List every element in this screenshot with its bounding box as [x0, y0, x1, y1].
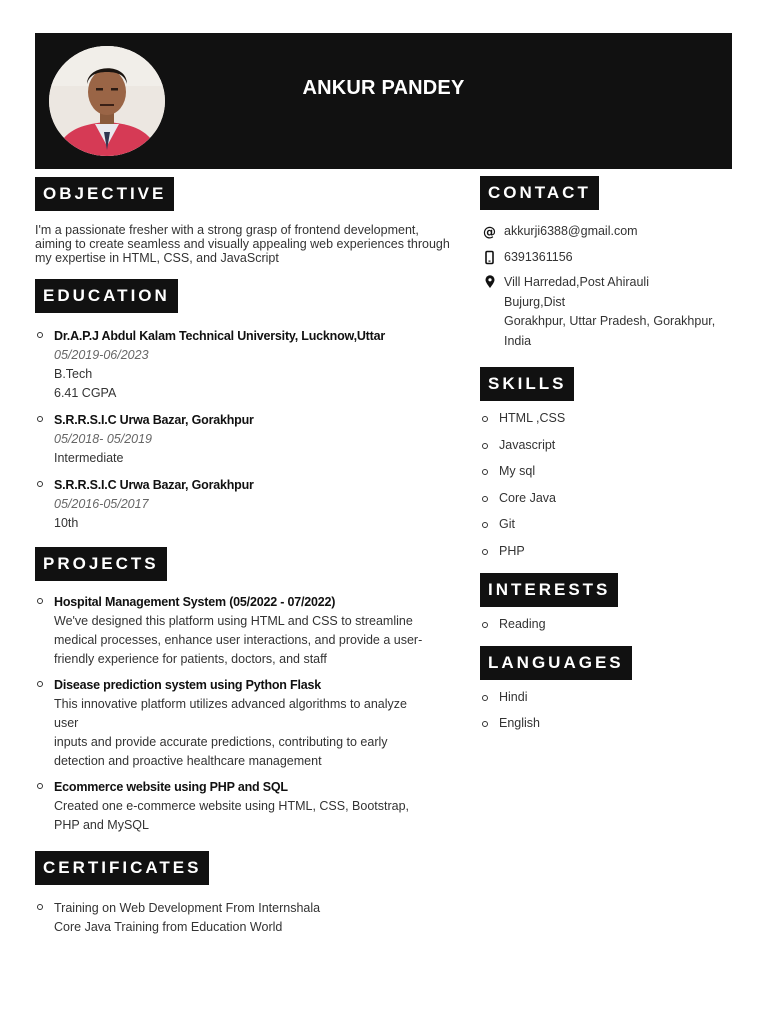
contact-phone: [480, 248, 740, 268]
skills-heading: SKILLS: [480, 367, 574, 401]
education-dates: 05/2019-06/2023: [54, 348, 149, 362]
skill-item: PHP: [480, 538, 740, 565]
languages-list: [480, 684, 740, 737]
certificate-line: Training on Web Development From Internshala: [54, 901, 321, 915]
interests-heading: INTERESTS: [480, 573, 618, 607]
education-item: [35, 327, 455, 403]
project-desc-line: PHP and MySQL: [54, 818, 149, 832]
interest-item: Reading: [480, 611, 740, 638]
project-desc-line: Created one e-commerce website using HTML, CSS, Bootstrap,: [54, 799, 410, 813]
education-institution: S.R.R.S.I.C Urwa Bazar, Gorakhpur: [54, 413, 254, 427]
certificate-line: Core Java Training from Education World: [54, 920, 283, 934]
education-item: [35, 476, 455, 533]
skill-item: Core Java: [480, 485, 740, 512]
language-item: English: [480, 710, 740, 737]
project-item: [35, 593, 455, 669]
full-name: ANKUR PANDEY: [302, 77, 465, 99]
certificates-list: [35, 899, 455, 937]
objective-text: I'm a passionate fresher with a strong grasp of frontend development, aiming to create seamless and visually appealing web experiences through my expertise in HTML, CSS, and JavaScript: [35, 223, 450, 265]
project-item: [35, 778, 455, 835]
avatar: [49, 46, 165, 156]
education-list: [35, 327, 455, 533]
contact-email: [480, 222, 740, 242]
skill-item: Javascript: [480, 432, 740, 459]
phone-icon: [483, 248, 497, 267]
project-desc-line: We've designed this platform using HTML and CSS to streamline: [54, 614, 413, 628]
project-title: Ecommerce website using PHP and SQL: [54, 780, 288, 794]
education-degree: Intermediate: [54, 451, 124, 465]
interests-list: [480, 611, 740, 638]
education-score: 6.41 CGPA: [54, 386, 117, 400]
project-desc-line: This innovative platform utilizes advanced algorithms to analyze: [54, 697, 407, 711]
project-item: [35, 676, 455, 771]
address-line: India: [504, 333, 532, 348]
project-desc-line: detection and proactive healthcare management: [54, 754, 322, 768]
projects-list: [35, 593, 455, 835]
address-line: Bujurg,Dist: [504, 294, 566, 309]
education-dates: 05/2018- 05/2019: [54, 432, 153, 446]
project-title: Disease prediction system using Python Flask: [54, 678, 321, 692]
project-desc-line: user: [54, 716, 79, 730]
education-item: [35, 411, 455, 468]
project-desc-line: medical processes, enhance user interactions, and provide a user-: [54, 633, 423, 647]
education-heading: EDUCATION: [35, 279, 178, 313]
svg-text:@: @: [483, 225, 496, 240]
language-item: Hindi: [480, 684, 740, 711]
profile-photo: [49, 46, 165, 156]
at-icon: [483, 222, 497, 241]
education-degree: B.Tech: [54, 367, 93, 381]
objective-heading: OBJECTIVE: [35, 177, 174, 211]
skill-item: HTML ,CSS: [480, 405, 740, 432]
contact-address: [480, 273, 740, 351]
skill-item: My sql: [480, 458, 740, 485]
phone-text: 6391361156: [504, 249, 573, 264]
email-text: akkurji6388@gmail.com: [504, 224, 638, 238]
address-line: Vill Harredad,Post Ahirauli: [504, 275, 649, 289]
project-desc-line: friendly experience for patients, doctors, and staff: [54, 652, 327, 666]
project-title: Hospital Management System (05/2022 - 07/2022): [54, 595, 336, 609]
left-column: [35, 177, 455, 937]
education-institution: S.R.R.S.I.C Urwa Bazar, Gorakhpur: [54, 478, 254, 492]
skills-list: [480, 405, 740, 564]
contact-heading: CONTACT: [480, 176, 599, 210]
projects-heading: PROJECTS: [35, 547, 167, 581]
certificate-item: [35, 899, 455, 937]
languages-heading: LANGUAGES: [480, 646, 632, 680]
resume-header: [35, 33, 732, 169]
location-pin-icon: [483, 273, 497, 292]
skill-item: Git: [480, 511, 740, 538]
right-column: [480, 176, 740, 737]
certificates-heading: CERTIFICATES: [35, 851, 209, 885]
education-institution: Dr.A.P.J Abdul Kalam Technical University, Lucknow,Uttar: [54, 329, 386, 343]
project-desc-line: inputs and provide accurate predictions, contributing to early: [54, 735, 388, 749]
education-dates: 05/2016-05/2017: [54, 497, 149, 511]
address-line: Gorakhpur, Uttar Pradesh, Gorakhpur,: [504, 314, 716, 328]
education-degree: 10th: [54, 516, 79, 530]
